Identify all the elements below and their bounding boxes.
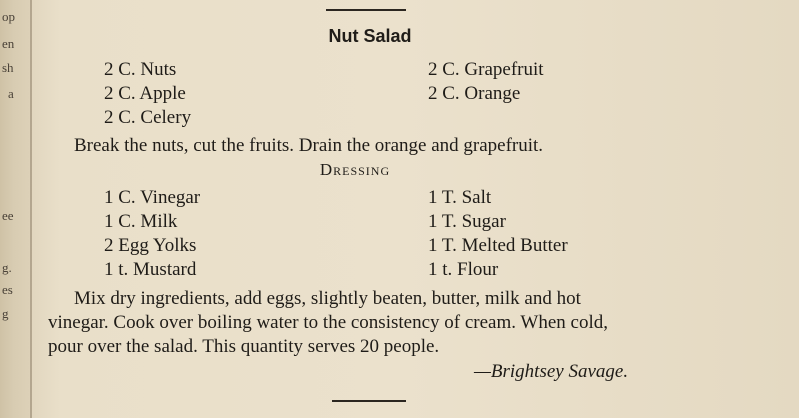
dressing-item: 1 T. Salt <box>428 187 492 208</box>
dressing-item: 1 T. Melted Butter <box>428 235 568 256</box>
author-signature: —Brightsey Savage. <box>474 361 629 382</box>
page-edge-line <box>30 0 32 418</box>
method-line: vinegar. Cook over boiling water to the consistency of cream. When cold, <box>48 312 608 333</box>
dressing-item: 1 t. Mustard <box>104 259 197 280</box>
recipe-title: Nut Salad <box>328 26 412 46</box>
ingredient-item: 2 C. Apple <box>104 83 186 104</box>
margin-fragment: g. <box>2 260 12 275</box>
dressing-item: 1 C. Milk <box>104 211 178 232</box>
ingredient-item: 2 C. Grapefruit <box>428 59 544 80</box>
dressing-item: 2 Egg Yolks <box>104 235 197 256</box>
method-line: pour over the salad. This quantity serves 20 people. <box>48 336 440 357</box>
top-divider <box>326 9 406 11</box>
dressing-item: 1 t. Flour <box>428 259 499 280</box>
dressing-item: 1 C. Vinegar <box>104 187 201 208</box>
margin-fragment: g <box>2 306 9 321</box>
margin-fragment: op <box>2 9 15 24</box>
dressing-heading: Dressing <box>319 160 391 179</box>
dressing-item: 1 T. Sugar <box>428 211 506 232</box>
method-line: Mix dry ingredients, add eggs, slightly beaten, butter, milk and hot <box>74 288 581 309</box>
margin-fragment: sh <box>2 60 14 75</box>
margin-fragment: ee <box>2 208 14 223</box>
ingredient-item: 2 C. Nuts <box>104 59 177 80</box>
instruction-text: Break the nuts, cut the fruits. Drain the orange and grapefruit. <box>74 135 544 156</box>
margin-fragment: en <box>2 36 15 51</box>
bottom-divider <box>332 400 406 402</box>
margin-fragment: a <box>8 86 14 101</box>
ingredient-item: 2 C. Celery <box>104 107 192 128</box>
ingredient-item: 2 C. Orange <box>428 83 521 104</box>
margin-fragment: es <box>2 282 13 297</box>
